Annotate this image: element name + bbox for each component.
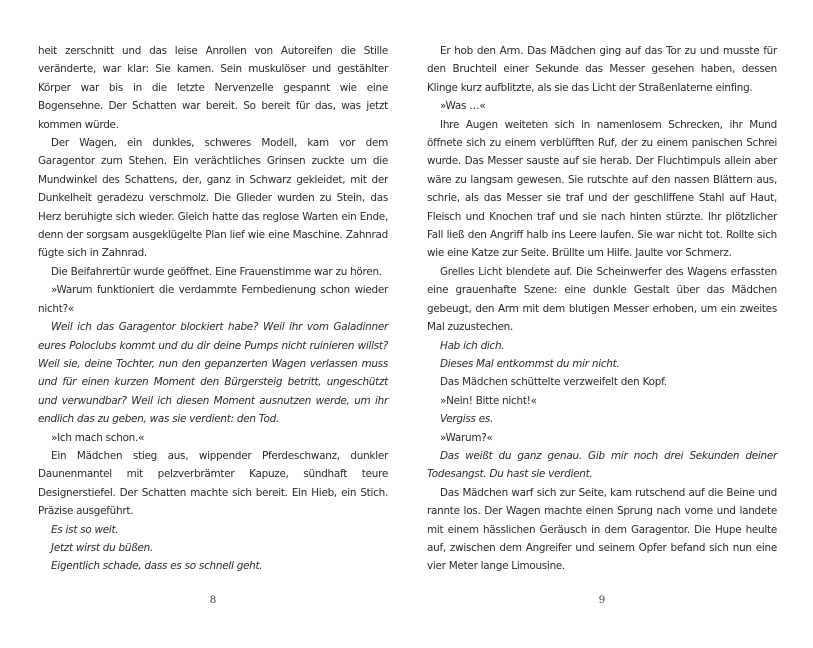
page-number: 9 [598, 594, 606, 606]
inner-monologue: Eigentlich schade, dass es so schnell geht. [51, 560, 263, 573]
page-number: 8 [209, 594, 217, 606]
paragraph: heit zerschnitt und das leise Anrollen von Autoreifen die Stille veränderte, war klar: Sie kamen. Sein muskulöser und gestählter Körper war bis in die letzte Nervenzelle gespannt wie eine Bogensehne. Der Schatten war bereit. So bereit für das, was jetzt kommen würde. [38, 45, 388, 131]
inner-monologue: Weil ich das Garagentor blockiert habe? Weil ihr vom Galadinner eures Poloclubs kommt und du dir deine Pumps nicht ruinieren willst? Weil sie, deine Tochter, nun den gepanzerten Wagen verlassen muss und für einen kurzen Moment den Bürgersteig betritt, ungeschützt und verwundbar? Weil ich diesen Moment ausnutzen werde, um ihr endlich das zu geben, was sie verdient: den Tod. [38, 321, 388, 426]
right-page [427, 42, 777, 634]
inner-monologue: Vergiss es. [440, 413, 494, 426]
paragraph: Grelles Licht blendete auf. Die Scheinwerfer des Wagens erfassten eine grauenhafte Szene: eine dunkle Gestalt über das Mädchen gebeugt, den Arm mit dem blutigen Messer erhoben, um ein zweites Mal zuzustechen. [427, 265, 777, 334]
dialogue-line: »Warum funktioniert die verdammte Fernbedienung schon wieder nicht?« [38, 284, 388, 315]
dialogue-line: »Was …« [440, 100, 486, 113]
dialogue-line: »Ich mach schon.« [51, 431, 145, 444]
left-page-text [38, 42, 388, 576]
paragraph: Die Beifahrertür wurde geöffnet. Eine Frauenstimme war zu hören. [51, 265, 382, 278]
inner-monologue: Dieses Mal entkommst du mir nicht. [440, 357, 620, 370]
dialogue-line: »Warum?« [440, 431, 493, 444]
inner-monologue: Es ist so weit. [51, 523, 119, 536]
right-page-text [427, 42, 777, 576]
left-page [38, 42, 388, 634]
paragraph: Das Mädchen warf sich zur Seite, kam rutschend auf die Beine und rannte los. Der Wagen machte einen Sprung nach vorne und landete mit einem hässlichen Geräusch in dem Garagentor. Die Hupe heulte auf, zwischen dem Angreifer und seinem Opfer befand sich nun eine vier Meter lange Limousine. [427, 486, 777, 573]
paragraph: Ein Mädchen stieg aus, wippender Pferdeschwanz, dunkler Daunenmantel mit pelzverbrämter Kapuze, sündhaft teure Designerstiefel. Der Schatten machte sich bereit. Ein Hieb, ein Stich. Präzise ausgeführt. [38, 449, 388, 518]
paragraph: Das Mädchen schüttelte verzweifelt den Kopf. [440, 376, 667, 389]
paragraph: Er hob den Arm. Das Mädchen ging auf das Tor zu und musste für den Bruchteil einer Sekunde das Messer gesehen haben, dessen Klinge kurz aufblitzte, als sie das Licht der Straßenlaterne einfing. [427, 45, 777, 94]
dialogue-line: »Nein! Bitte nicht!« [440, 394, 537, 407]
paragraph: Ihre Augen weiteten sich in namenlosem Schrecken, ihr Mund öffnete sich zu einem verblüfften Ruf, der zu einem panischen Schrei wurde. Das Messer sauste auf sie herab. Der Fluchtimpuls allein aber wäre zu langsam gewesen. Sie rutschte auf den nassen Blättern aus, schrie, als das Messer sie traf und der geschliffene Stahl auf Haut, Fleisch und Knochen traf und sie nach hinten stürzte. Ihr plötzlicher Fall ließ den Angriff halb ins Leere laufen. Sie war nicht tot. Rollte sich wie eine Katze zur Seite. Brüllte um Hilfe. Jaulte vor Schmerz. [427, 118, 777, 260]
inner-monologue: Das weißt du ganz genau. Gib mir noch drei Sekunden deiner Todesangst. Du hast sie verdient. [427, 449, 777, 481]
paragraph: Der Wagen, ein dunkles, schweres Modell, kam vor dem Garagentor zum Stehen. Ein verächtliches Grinsen zuckte um die Mundwinkel des Schattens, der, ganz in Schwarz gekleidet, mit der Dunkelheit geradezu verschmolz. Die Glieder wurden zu Stein, das Herz beruhigte sich wieder. Gleich hatte das reglose Warten ein Ende, denn der sorgsam ausgeklügelte Plan lief wie eine Maschine. Zahnrad fügte sich in Zahnrad. [38, 137, 388, 260]
inner-monologue: Hab ich dich. [440, 339, 505, 352]
inner-monologue: Jetzt wirst du büßen. [51, 541, 154, 554]
